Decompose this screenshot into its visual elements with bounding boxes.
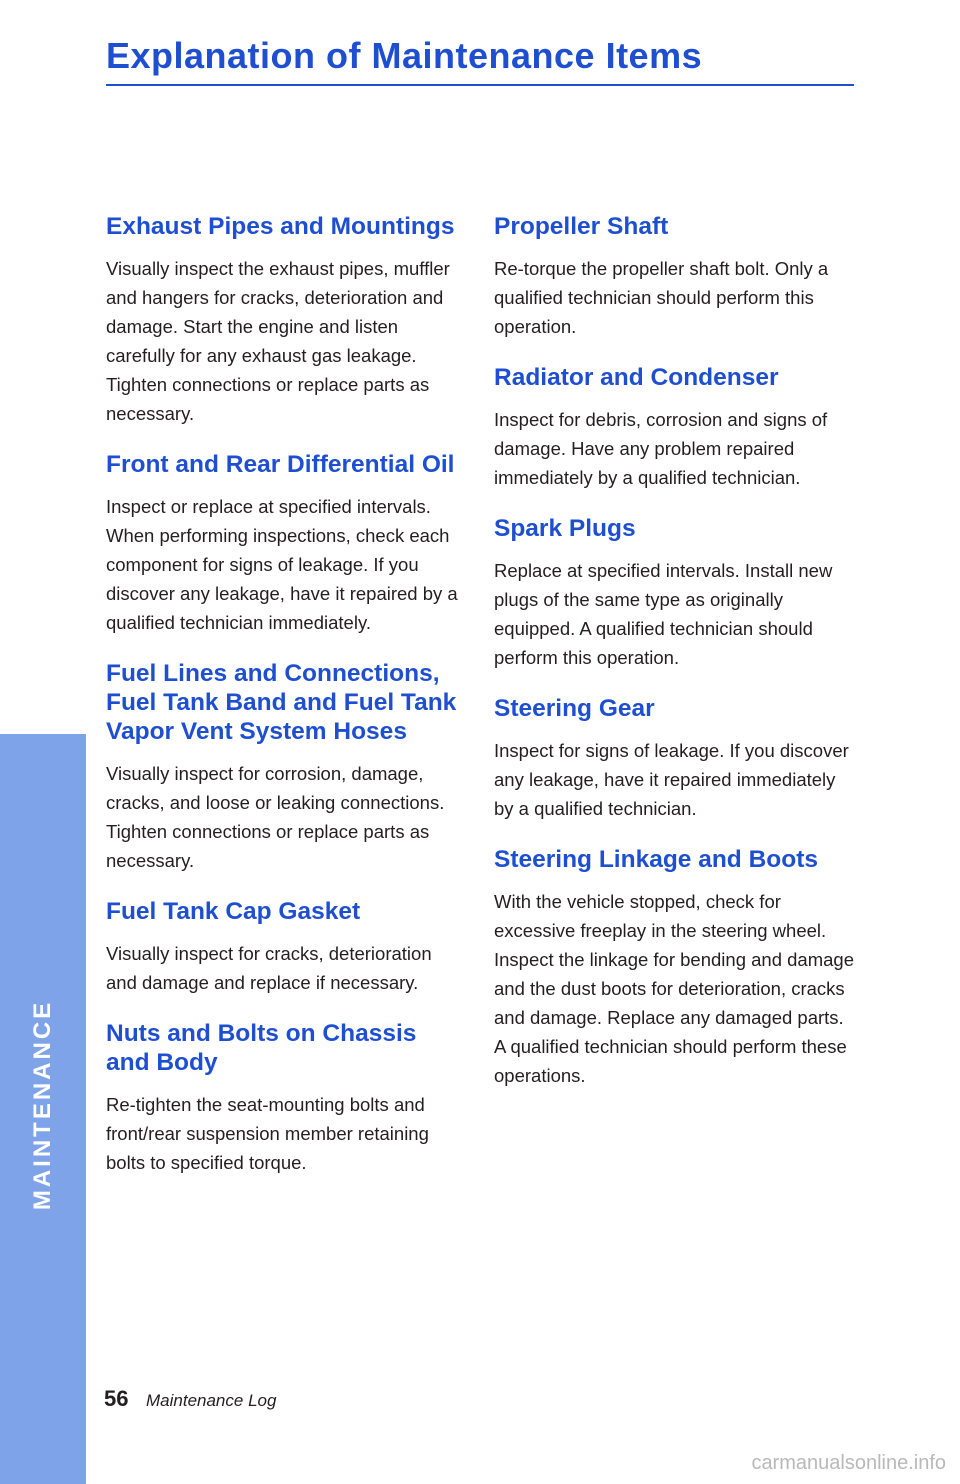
maintenance-item-heading: Front and Rear Differential Oil xyxy=(106,451,455,478)
watermark: carmanualsonline.info xyxy=(751,1452,946,1474)
maintenance-item-heading: Steering Gear xyxy=(494,695,655,722)
section-side-tab-label: MAINTENANCE xyxy=(29,999,56,1211)
footer-section-label: Maintenance Log xyxy=(146,1391,277,1410)
maintenance-item xyxy=(106,659,466,875)
maintenance-item-description: Visually inspect for corrosion, damage, cracks, and loose or leaking connections. Tighten connections or replace parts as necessary. xyxy=(106,763,445,871)
maintenance-item-description: Inspect for debris, corrosion and signs of damage. Have any problem repaired immediately by a qualified technician. xyxy=(494,409,828,488)
maintenance-item xyxy=(106,897,466,997)
maintenance-item-heading: Radiator and Condenser xyxy=(494,364,779,391)
maintenance-item-heading: Steering Linkage and Boots xyxy=(494,846,818,873)
maintenance-item-description: Re-torque the propeller shaft bolt. Only a qualified technician should perform this operation. xyxy=(494,258,829,337)
maintenance-item-heading: Exhaust Pipes and Mountings xyxy=(106,213,455,240)
maintenance-item xyxy=(106,212,466,428)
maintenance-item xyxy=(106,1019,466,1177)
left-column xyxy=(106,212,466,1199)
maintenance-item xyxy=(494,694,854,823)
maintenance-item-description: Visually inspect for cracks, deterioration and damage and replace if necessary. xyxy=(106,943,432,993)
maintenance-item-description: Inspect for signs of leakage. If you discover any leakage, have it repaired immediately by a qualified technician. xyxy=(494,740,849,819)
maintenance-item xyxy=(494,514,854,672)
maintenance-item xyxy=(106,450,466,637)
maintenance-item xyxy=(494,845,854,1090)
maintenance-item-heading: Spark Plugs xyxy=(494,515,636,542)
maintenance-item-description: Re-tighten the seat-mounting bolts and front/rear suspension member retaining bolts to specified torque. xyxy=(106,1094,429,1173)
maintenance-item-description: Visually inspect the exhaust pipes, muffler and hangers for cracks, deterioration and damage. Start the engine and listen carefully for any exhaust gas leakage. Tighten connections or replace parts as necessary. xyxy=(106,258,450,424)
maintenance-item-description: Replace at specified intervals. Install new plugs of the same type as originally equipped. A qualified technician should perform this operation. xyxy=(494,560,833,668)
page-number: 56 xyxy=(104,1386,129,1411)
maintenance-item xyxy=(494,212,854,341)
page-title: Explanation of Maintenance Items xyxy=(106,35,703,76)
maintenance-item-description: Inspect or replace at specified intervals. When performing inspections, check each component for signs of leakage. If you discover any leakage, have it repaired by a qualified technician immediately. xyxy=(106,496,458,633)
right-column xyxy=(494,212,854,1112)
title-divider xyxy=(106,84,854,86)
maintenance-item-heading: Propeller Shaft xyxy=(494,213,669,240)
maintenance-item-heading: Nuts and Bolts on Chassis and Body xyxy=(106,1020,417,1076)
maintenance-item-heading: Fuel Lines and Connections, Fuel Tank Band and Fuel Tank Vapor Vent System Hoses xyxy=(106,660,457,745)
maintenance-item-description: With the vehicle stopped, check for excessive freeplay in the steering wheel. Inspect the linkage for bending and damage and the dust boots for deterioration, cracks and damage. Replace any damaged parts. A qualified technician should perform these operations. xyxy=(494,891,854,1086)
maintenance-item-heading: Fuel Tank Cap Gasket xyxy=(106,898,361,925)
maintenance-item xyxy=(494,363,854,492)
